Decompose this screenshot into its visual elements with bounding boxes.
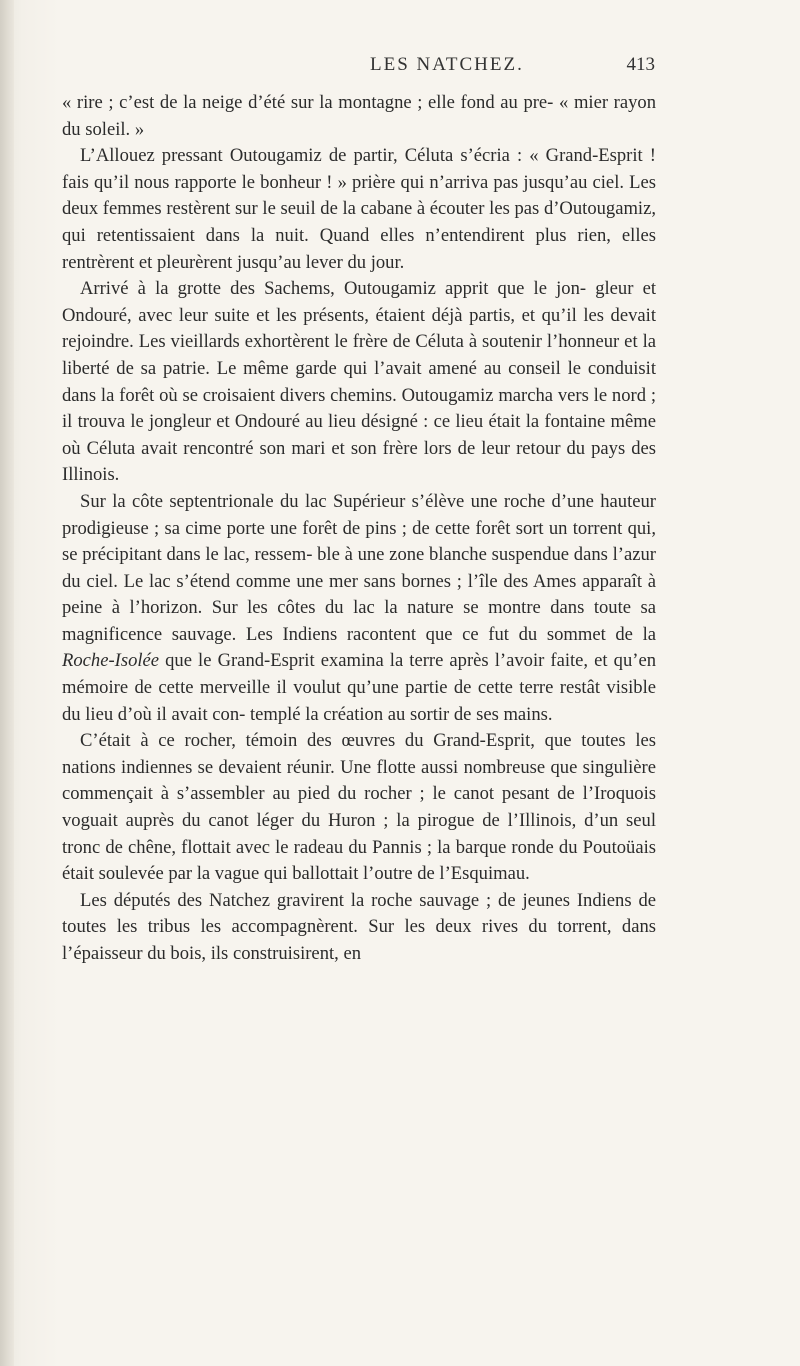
page-binding-edge [0,0,14,1366]
body-text [62,90,656,968]
paragraph-1: « rire ; c’est de la neige d’été sur la montagne ; elle fond au pre- « mier rayon du soleil. » [62,92,656,140]
running-title: LES NATCHEZ. [370,54,524,75]
place-name-roche-isolee: Roche-Isolée [62,650,160,672]
paragraph-5: C’était à ce rocher, témoin des œuvres du Grand-Esprit, que toutes les nations indiennes se devaient réunir. Une flotte aussi nombreuse que singulière commençait à s’assembler au pied du rocher ; le canot pesant de l’Iroquois voguait auprès du canot léger du Huron ; la pirogue de l’Illinois, d’un seul tronc de chêne, flottait avec le radeau du Pannis ; la barque ronde du Poutoüais était soulevée par la vague qui ballottait l’outre de l’Esquimau. [62,730,656,885]
paragraph-4-text-a: Sur la côte septentrionale du lac Supérieur s’élève une roche d’une hauteur prodigieuse ; sa cime porte une forêt de pins ; de cette forêt sort un torrent qui, se précipitant dans le lac, ressem- ble à une zone blanche suspendue dans l’azur du ciel. Le lac s’étend comme une mer sans bornes ; l’île des Ames apparaît à peine à l’horizon. Sur les côtes du lac la nature se montre dans toute sa magnificence sauvage. Les Indiens racontent que ce fut du sommet de la [62,490,656,645]
running-head [0,54,800,88]
paragraph-6: Les députés des Natchez gravirent la roche sauvage ; de jeunes Indiens de toutes les tribus les accompagnèrent. Sur les deux rives du torrent, dans l’épaisseur du bois, ils construisirent, en [62,889,656,964]
page-number: 413 [626,54,655,75]
paragraph-2: L’Allouez pressant Outougamiz de partir, Céluta s’écria : « Grand-Esprit ! fais qu’il nous rapporte le bonheur ! » prière qui n’arriva pas jusqu’au ciel. Les deux femmes restèrent sur le seuil de la cabane à écouter les pas d’Outougamiz, qui retentissaient dans la nuit. Quand elles n’entendirent plus rien, elles rentrèrent et pleurèrent jusqu’au lever du jour. [62,145,656,273]
paragraph-3: Arrivé à la grotte des Sachems, Outougamiz apprit que le jon- gleur et Ondouré, avec leur suite et les présents, étaient déjà partis, et qu’il les devait rejoindre. Les vieillards exhortèrent le frère de Céluta à soutenir l’honneur et la liberté de sa patrie. Le même garde qui l’avait amené au conseil le conduisit dans la forêt où se croisaient divers chemins. Outougamiz marcha vers le nord ; il trouva le jongleur et Ondouré au lieu désigné : ce lieu était la fontaine même où Céluta avait rencontré son mari et son frère lors de leur retour du pays des Illinois. [62,278,656,486]
paragraph-4 [62,489,656,728]
paragraph-4-text-b: que le Grand-Esprit examina la terre après l’avoir faite, et qu’en mémoire de cette merveille il voulut qu’une partie de cette terre restât visible du lieu d’où il avait con- templé la création au sortir de ses mains. [62,650,656,725]
